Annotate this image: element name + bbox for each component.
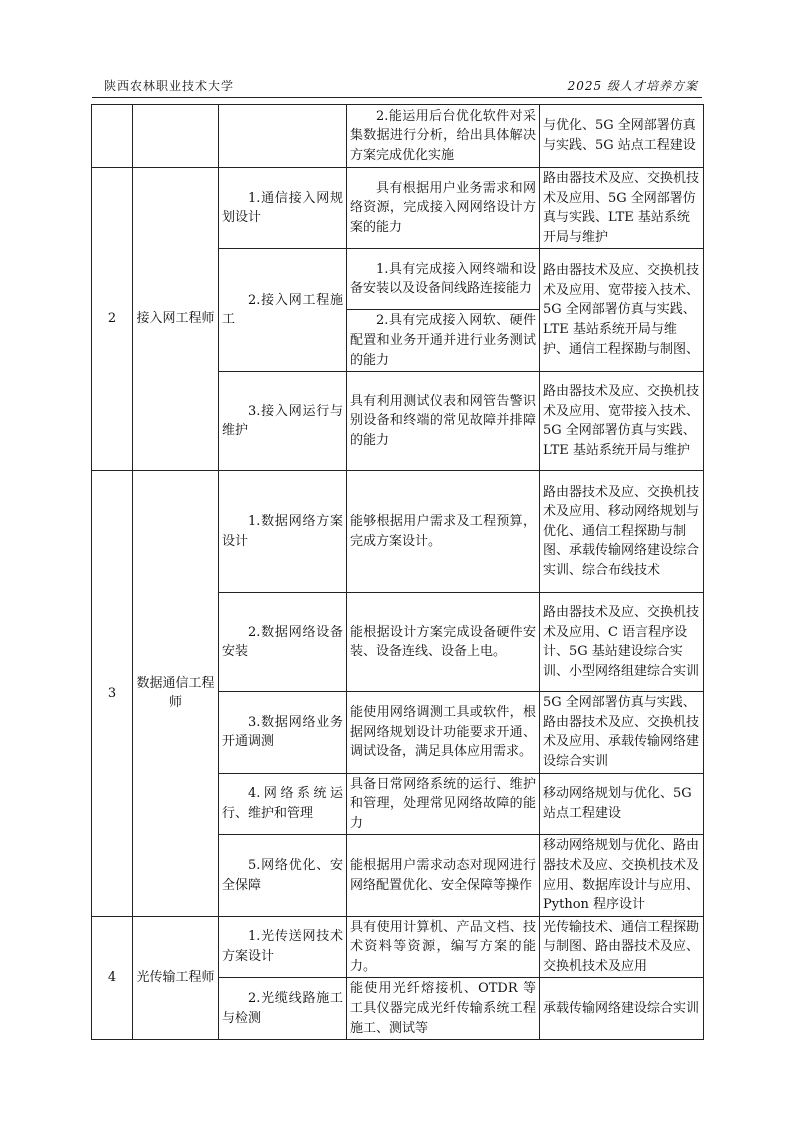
task-cell: 1.通信接入网规划设计: [219, 168, 347, 249]
course-cell: 路由器技术及应、交换机技术及应用、宽带接入技术、5G 全网部署仿真与实践、LTE 基站系统开局与维护、通信工程探勘与制图、: [540, 249, 704, 372]
task-cell: 2.光缆线路施工与检测: [219, 978, 347, 1040]
job-title: 数据通信工程师: [133, 471, 219, 917]
task-cell: 2.数据网络设备安装: [219, 593, 347, 692]
course-cell: 移动网络规划与优化、5G 站点工程建设: [540, 773, 704, 835]
ability-cell: 具有使用计算机、产品文档、技术资料等资源，编写方案的能力。: [347, 916, 540, 978]
task-cell: 4.网络系统运行、维护和管理: [219, 773, 347, 835]
ability-cell: 能根据设计方案完成设备硬件安装、设备连线、设备上电。: [347, 593, 540, 692]
course-cell: 路由器技术及应、交换机技术及应用、移动网络规划与优化、通信工程探勘与制图、承载传输网络建设综合实训、综合布线技术: [540, 471, 704, 593]
course-cell: 承载传输网络建设综合实训: [540, 978, 704, 1040]
table-row: [92, 105, 704, 168]
table-row: [92, 471, 704, 593]
job-title: 接入网工程师: [133, 168, 219, 471]
ability-cell: 1.具有完成接入网终端和设备安装以及设备间线路连接能力: [347, 249, 540, 310]
num-cell: [92, 105, 133, 168]
ability-cell: 能使用网络调测工具或软件，根据网络规划设计功能要求开通、调试设备，满足具体应用需求。: [347, 692, 540, 773]
task-cell: [219, 105, 347, 168]
task-cell: 1.数据网络方案设计: [219, 471, 347, 593]
curriculum-table: [91, 104, 704, 1040]
header-institution: 陕西农林职业技术大学: [104, 79, 235, 93]
table-row: [92, 916, 704, 978]
row-number: 3: [92, 471, 133, 917]
row-number: 2: [92, 168, 133, 471]
ability-cell: 能使用光纤熔接机、OTDR 等工具仪器完成光纤传输系统工程施工、测试等: [347, 978, 540, 1040]
course-cell: 路由器技术及应、交换机技术及应用、C 语言程序设计、5G 基站建设综合实训、小型网络组建综合实训: [540, 593, 704, 692]
course-cell: 与优化、5G 全网部署仿真与实践、5G 站点工程建设: [540, 105, 704, 168]
ability-cell: 2.具有完成接入网软、硬件配置和业务开通并进行业务测试的能力: [347, 310, 540, 372]
ability-cell: 具备日常网络系统的运行、维护和管理，处理常见网络故障的能力: [347, 773, 540, 835]
course-cell: 路由器技术及应、交换机技术及应用、5G 全网部署仿真与实践、LTE 基站系统开局与维护: [540, 168, 704, 249]
course-cell: 移动网络规划与优化、路由器技术及应、交换机技术及应用、数据库设计与应用、Python 程序设计: [540, 835, 704, 916]
job-title: 光传输工程师: [133, 916, 219, 1040]
row-number: 4: [92, 916, 133, 1040]
header-plan-title: 2025 级人才培养方案: [567, 79, 698, 93]
ability-cell: 能根据用户需求动态对现网进行网络配置优化、安全保障等操作: [347, 835, 540, 916]
course-cell: 路由器技术及应、交换机技术及应用、宽带接入技术、5G 全网部署仿真与实践、LTE 基站系统开局与维护: [540, 372, 704, 471]
task-cell: 2.接入网工程施工: [219, 249, 347, 372]
course-cell: 5G 全网部署仿真与实践、路由器技术及应、交换机技术及应用、承载传输网络建设综合实训: [540, 692, 704, 773]
ability-cell: 具有根据用户业务需求和网络资源，完成接入网网络设计方案的能力: [347, 168, 540, 249]
table-row: [92, 168, 704, 249]
course-cell: 光传输技术、通信工程探勘与制图、路由器技术及应、交换机技术及应用: [540, 916, 704, 978]
ability-cell: 能够根据用户需求及工程预算，完成方案设计。: [347, 471, 540, 593]
ability-cell: 2.能运用后台优化软件对采集数据进行分析，给出具体解决方案完成优化实施: [347, 105, 540, 168]
ability-cell: 具有利用测试仪表和网管告警识别设备和终端的常见故障并排障的能力: [347, 372, 540, 471]
job-cell: [133, 105, 219, 168]
task-cell: 3.接入网运行与维护: [219, 372, 347, 471]
page-header: [92, 75, 702, 98]
task-cell: 3.数据网络业务开通调测: [219, 692, 347, 773]
task-cell: 5.网络优化、安全保障: [219, 835, 347, 916]
task-cell: 1.光传送网技术方案设计: [219, 916, 347, 978]
